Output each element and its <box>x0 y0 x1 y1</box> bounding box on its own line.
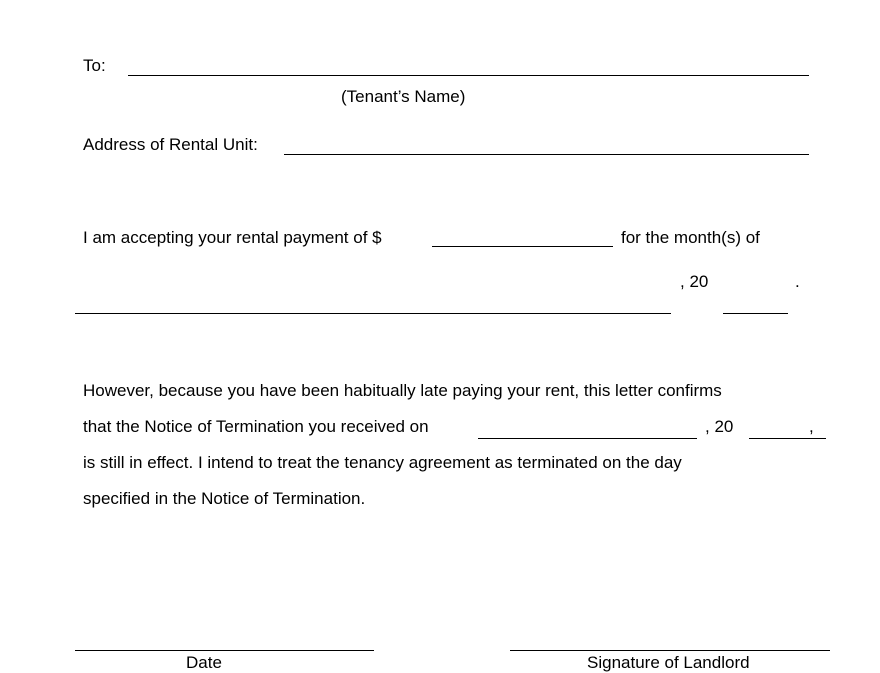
paragraph-line-2-comma: , <box>809 417 814 436</box>
landlord-signature-caption: Signature of Landlord <box>587 653 750 672</box>
month-year-period: . <box>795 272 800 291</box>
payment-year-field[interactable] <box>723 313 788 314</box>
payment-amount-field[interactable] <box>432 246 613 247</box>
address-field[interactable] <box>284 154 809 155</box>
payment-text-start: I am accepting your rental payment of $ <box>83 228 382 247</box>
notice-date-field[interactable] <box>478 438 697 439</box>
tenant-name-caption: (Tenant’s Name) <box>341 87 466 106</box>
date-caption: Date <box>186 653 222 672</box>
payment-text-end: for the month(s) of <box>621 228 760 247</box>
address-label: Address of Rental Unit: <box>83 135 258 154</box>
paragraph-line-4: specified in the Notice of Termination. <box>83 489 366 508</box>
month-year-prefix: , 20 <box>680 272 709 291</box>
date-signature-field[interactable] <box>75 650 374 651</box>
tenant-name-field[interactable] <box>128 75 809 76</box>
payment-months-field[interactable] <box>75 313 671 314</box>
paragraph-line-2-year-prefix: , 20 <box>705 417 734 436</box>
paragraph-line-1: However, because you have been habitually late paying your rent, this letter confirms <box>83 381 722 400</box>
notice-year-field[interactable] <box>749 438 826 439</box>
paragraph-line-3: is still in effect. I intend to treat the tenancy agreement as terminated on the day <box>83 453 682 472</box>
to-label: To: <box>83 56 106 75</box>
landlord-signature-field[interactable] <box>510 650 830 651</box>
paragraph-line-2-start: that the Notice of Termination you received on <box>83 417 429 436</box>
